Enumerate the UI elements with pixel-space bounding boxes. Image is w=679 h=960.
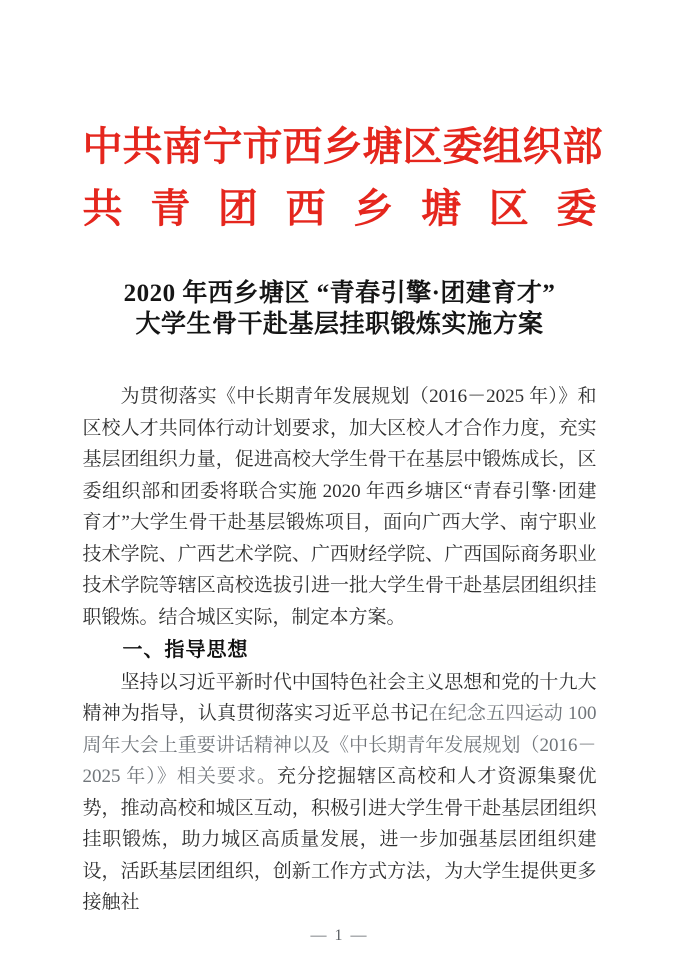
paragraph-guiding-ideology: [83, 667, 597, 919]
text-segment-normal: 坚持以习近平新时代中国特色社会主义思想和党的十九大精神为指导，认真贯彻落实习近平总书记: [82, 671, 597, 724]
content-column: [82, 0, 603, 945]
page-number: — 1 —: [310, 926, 369, 944]
header-line-2: 共青团西乡塘区委: [82, 186, 597, 231]
issuing-authority-header: [82, 116, 603, 240]
text-segment-normal: 为贯彻落实《中长期青年发展规划（2016－2025 年）》和区校人才共同体行动计划要求，加大区校人才合作力度，充实基层团组织力量，促进高校大学生骨干在基层中锻炼成长，区委组织部和团委将联合实施 2020 年西乡塘区“青春引擎·团建育才”大学生骨干赴基层锻炼项目，面向广西大学、南宁职业技术学院、广西艺术学院、广西财经学院、广西国际商务职业技术学院等辖区高校选拔引进一批大学生骨干赴基层团组织挂职锻炼。结合城区实际，制定本方案。: [82, 386, 597, 628]
title-line-1: 2020 年西乡塘区 “青春引擎·团建育才”: [123, 280, 556, 307]
text-segment-light: 在纪念五四运动 100 周年大会上重要讲话精神以及《中长期青年发展规划（2016－2025 年）》相关要求。: [82, 703, 597, 787]
paragraph-intro: [83, 381, 597, 633]
title-line-2: 大学生骨干赴基层挂职锻炼实施方案: [135, 311, 544, 338]
text-segment-normal: 充分挖掘辖区高校和人才资源集聚优势，推动高校和城区互动，积极引进大学生骨干赴基层团组织挂职锻炼，助力城区高质量发展，进一步加强基层团组织建设，活跃基层团组织，创新工作方式方法，为大学生提供更多接触社: [82, 766, 597, 913]
header-line-1: 中共南宁市西乡塘区委组织部: [82, 124, 603, 169]
document-body: [83, 381, 597, 919]
document-title: [83, 278, 597, 340]
section-heading-guiding-ideology: 一、指导思想: [122, 639, 249, 661]
